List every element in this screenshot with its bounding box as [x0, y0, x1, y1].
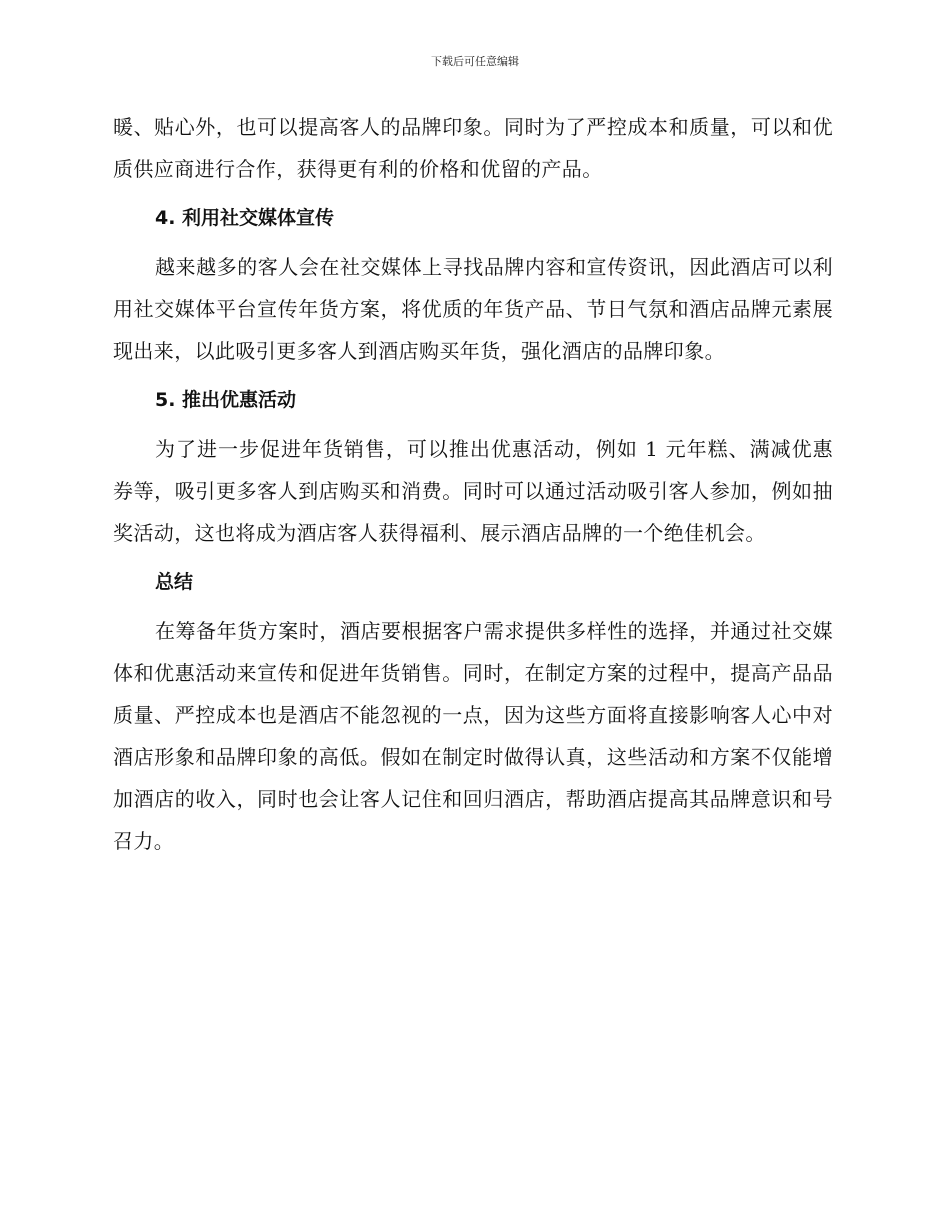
- section-heading-promotions: 5. 推出优惠活动: [155, 389, 297, 411]
- paragraph-summary: 在筹备年货方案时，酒店要根据客户需求提供多样性的选择，并通过社交媒体和优惠活动来宣传和促进年货销售。同时，在制定方案的过程中，提高产品品质量、严控成本也是酒店不能忽视的一点，因为这些方面将直接影响客人心中对酒店形象和品牌印象的高低。假如在制定时做得认真，这些活动和方案不仅能增加酒店的收入，同时也会让客人记住和回归酒店，帮助酒店提高其品牌意识和号召力。: [113, 619, 833, 853]
- section-heading-social-media: 4. 利用社交媒体宣传: [155, 207, 335, 229]
- paragraph-promotions: 为了进一步促进年货销售，可以推出优惠活动，例如 1 元年糕、满减优惠券等，吸引更多客人到店购买和消费。同时可以通过活动吸引客人参加，例如抽奖活动，这也将成为酒店客人获得福利、展示酒店品牌的一个绝佳机会。: [113, 437, 833, 545]
- page-header: 下载后可任意编辑: [431, 55, 519, 68]
- document-body: [113, 106, 833, 862]
- paragraph-social-media: 越来越多的客人会在社交媒体上寻找品牌内容和宣传资讯，因此酒店可以利用社交媒体平台宣传年货方案，将优质的年货产品、节日气氛和酒店品牌元素展现出来，以此吸引更多客人到酒店购买年货，强化酒店的品牌印象。: [113, 255, 833, 363]
- section-heading-summary: 总结: [155, 571, 194, 593]
- paragraph-continued: 暖、贴心外，也可以提高客人的品牌印象。同时为了严控成本和质量，可以和优质供应商进行合作，获得更有利的价格和优留的产品。: [113, 115, 833, 181]
